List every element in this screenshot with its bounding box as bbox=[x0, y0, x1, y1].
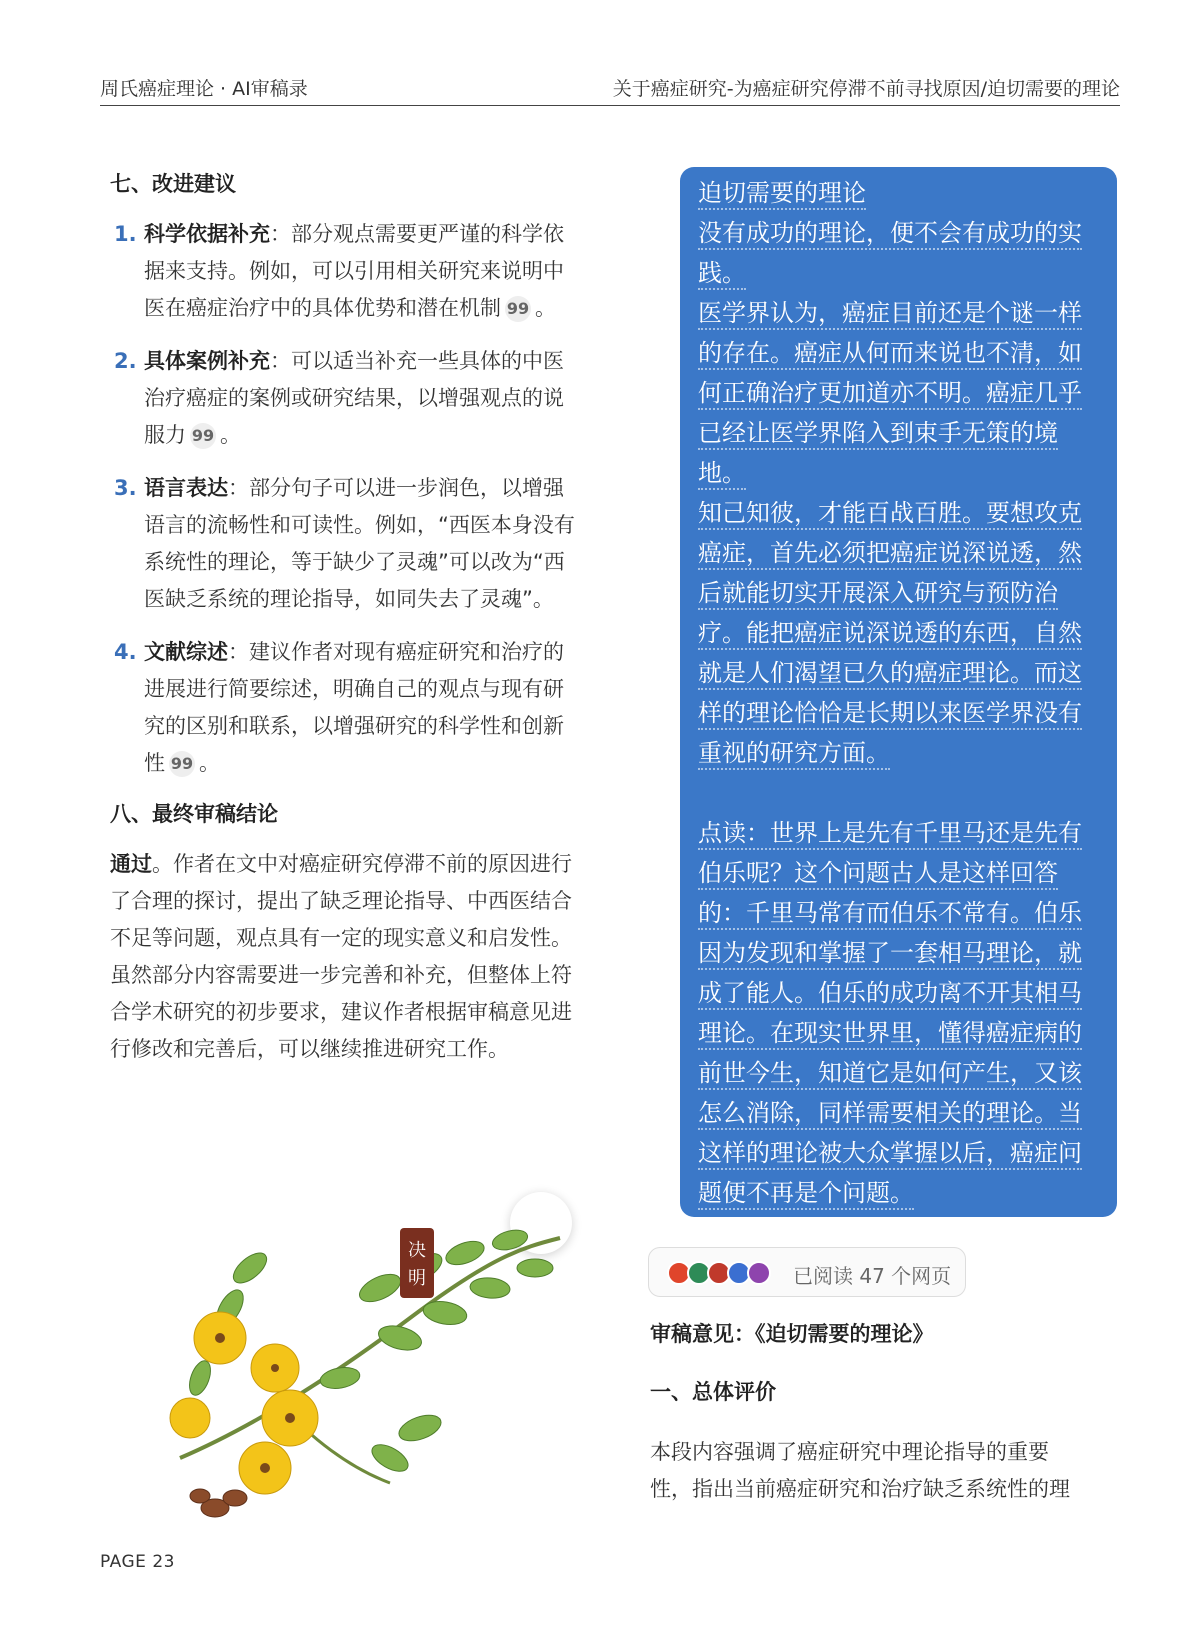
bubble-text: 题便不再是个问题。 bbox=[698, 1179, 914, 1210]
review-section-1-title: 一、总体评价 bbox=[650, 1380, 776, 1404]
bubble-line bbox=[698, 973, 1097, 1013]
bubble-text: 怎么消除，同样需要相关的理论。当 bbox=[698, 1099, 1082, 1130]
bubble-line bbox=[698, 573, 1097, 613]
bubble-text: 因为发现和掌握了一套相马理论，就 bbox=[698, 939, 1082, 970]
conclusion-lead: 通过 bbox=[110, 852, 152, 876]
list-item bbox=[110, 343, 580, 454]
bubble-text: 重视的研究方面。 bbox=[698, 739, 890, 770]
bubble-line bbox=[698, 413, 1097, 453]
bubble-text: 伯乐呢？这个问题古人是这样回答 bbox=[698, 859, 1058, 890]
item-text: ：部分句子可以进一步润色，以增强语言的流畅性和可读性。例如，“西医本身没有系统性的理论，等于缺少了灵魂”可以改为“西医缺乏系统的理论指导，如同失去了灵魂”。 bbox=[144, 476, 575, 611]
bubble-text: 前世今生，知道它是如何产生，又该 bbox=[698, 1059, 1082, 1090]
bubble-line bbox=[698, 333, 1097, 373]
bubble-text: 何正确治疗更加道亦不明。癌症几乎 bbox=[698, 379, 1082, 410]
seal-char-1: 决 bbox=[408, 1240, 426, 1261]
section-7-title: 七、改进建议 bbox=[110, 172, 236, 196]
bubble-text: 理论。在现实世界里，懂得癌症病的 bbox=[698, 1019, 1082, 1050]
bubble-text: 没有成功的理论，便不会有成功的实 bbox=[698, 219, 1082, 250]
bubble-text: 的：千里马常有而伯乐不常有。伯乐 bbox=[698, 899, 1082, 930]
bubble-line bbox=[698, 1173, 1097, 1213]
bubble-text: 地。 bbox=[698, 459, 746, 490]
item-number: 3. bbox=[114, 476, 137, 500]
bubble-text: 样的理论恰恰是长期以来医学界没有 bbox=[698, 699, 1082, 730]
item-number: 2. bbox=[114, 349, 137, 373]
item-key: 具体案例补充 bbox=[144, 349, 270, 373]
bubble-line bbox=[698, 733, 1097, 773]
sources-read-chip[interactable] bbox=[648, 1247, 966, 1297]
bubble-line bbox=[698, 1013, 1097, 1053]
bubble-text: 点读：世界上是先有千里马还是先有 bbox=[698, 819, 1082, 850]
item-text: ：部分观点需要更严谨的科学依据来支持。例如，可以引用相关研究来说明中医在癌症治疗中的具体优势和潜在机制 bbox=[144, 222, 564, 320]
bubble-line bbox=[698, 1053, 1097, 1093]
bubble-text: 疗。能把癌症说深说透的东西，自然 bbox=[698, 619, 1082, 650]
item-number: 1. bbox=[114, 222, 137, 246]
sources-read-count: 已阅读 47 个网页 bbox=[793, 1264, 952, 1288]
bubble-text: 医学界认为，癌症目前还是个谜一样 bbox=[698, 299, 1082, 330]
bubble-line bbox=[698, 533, 1097, 573]
bubble-text: 这样的理论被大众掌握以后，癌症问 bbox=[698, 1139, 1082, 1170]
bubble-line bbox=[698, 253, 1097, 293]
bubble-line bbox=[698, 213, 1097, 253]
bubble-text: 成了能人。伯乐的成功离不开其相马 bbox=[698, 979, 1082, 1010]
conclusion-text: 。作者在文中对癌症研究停滞不前的原因进行了合理的探讨，提出了缺乏理论指导、中西医结合不足等问题，观点具有一定的现实意义和启发性。虽然部分内容需要进一步完善和补充，但整体上符合学术研究的初步要求，建议作者根据审稿意见进行修改和完善后，可以继续推进研究工作。 bbox=[110, 852, 572, 1061]
review-title: 审稿意见：《迫切需要的理论》 bbox=[650, 1322, 934, 1346]
bubble-line bbox=[698, 853, 1097, 893]
bubble-text: 践。 bbox=[698, 259, 746, 290]
bubble-line bbox=[698, 1093, 1097, 1133]
item-key: 语言表达 bbox=[144, 476, 228, 500]
bubble-text: 的存在。癌症从何而来说也不清，如 bbox=[698, 339, 1082, 370]
bubble-text: 后就能切实开展深入研究与预防治 bbox=[698, 579, 1058, 610]
running-header bbox=[100, 72, 1120, 106]
bubble-line bbox=[698, 813, 1097, 853]
item-end: 。 bbox=[535, 296, 556, 320]
page-number: PAGE 23 bbox=[100, 1552, 175, 1572]
bubble-line bbox=[698, 653, 1097, 693]
bubble-text: 已经让医学界陷入到束手无策的境 bbox=[698, 419, 1058, 450]
source-favicons bbox=[667, 1261, 777, 1285]
bubble-text: 癌症，首先必须把癌症说深说透，然 bbox=[698, 539, 1082, 570]
review-paragraph-line: 性，指出当前癌症研究和治疗缺乏系统性的理 bbox=[650, 1477, 1070, 1501]
review-column bbox=[650, 1318, 1120, 1508]
left-column bbox=[110, 168, 580, 1068]
source-favicon-icon bbox=[747, 1261, 771, 1285]
item-text: ：可以适当补充一些具体的中医治疗癌症的案例或研究结果，以增强观点的说服力 bbox=[144, 349, 564, 447]
item-end: 。 bbox=[220, 423, 241, 447]
bubble-line bbox=[698, 893, 1097, 933]
review-paragraph-line: 本段内容强调了癌症研究中理论指导的重要 bbox=[650, 1440, 1049, 1464]
item-end: 。 bbox=[199, 751, 220, 775]
citation-icon[interactable]: 99 bbox=[169, 751, 195, 777]
item-number: 4. bbox=[114, 640, 137, 664]
list-item bbox=[110, 634, 580, 782]
bubble-line bbox=[698, 453, 1097, 493]
bubble-line bbox=[698, 613, 1097, 653]
bubble-line bbox=[698, 173, 1097, 213]
bubble-line bbox=[698, 933, 1097, 973]
quoted-message-bubble bbox=[680, 167, 1117, 1217]
paragraph-gap bbox=[698, 773, 1097, 813]
header-left-title: 周氏癌症理论 · AI审稿录 bbox=[100, 78, 308, 100]
header-right-title: 关于癌症研究-为癌症研究停滞不前寻找原因/迫切需要的理论 bbox=[612, 78, 1120, 100]
bubble-line bbox=[698, 1133, 1097, 1173]
suggestion-list bbox=[110, 216, 580, 782]
section-8-title: 八、最终审稿结论 bbox=[110, 802, 278, 826]
bubble-text: 迫切需要的理论 bbox=[698, 179, 866, 210]
item-key: 科学依据补充 bbox=[144, 222, 270, 246]
citation-icon[interactable]: 99 bbox=[505, 296, 531, 322]
item-key: 文献综述 bbox=[144, 640, 228, 664]
bubble-line bbox=[698, 693, 1097, 733]
citation-icon[interactable]: 99 bbox=[190, 423, 216, 449]
list-item bbox=[110, 470, 580, 618]
item-text: ：建议作者对现有癌症研究和治疗的进展进行简要综述，明确自己的观点与现有研究的区别和联系，以增强研究的科学性和创新性 bbox=[144, 640, 564, 775]
final-conclusion bbox=[110, 846, 580, 1068]
bubble-line bbox=[698, 293, 1097, 333]
list-item bbox=[110, 216, 580, 327]
cassia-illustration bbox=[160, 1228, 580, 1528]
bubble-line bbox=[698, 493, 1097, 533]
bubble-text: 知己知彼，才能百战百胜。要想攻克 bbox=[698, 499, 1082, 530]
seal-char-2: 明 bbox=[408, 1268, 426, 1289]
bubble-line bbox=[698, 373, 1097, 413]
bubble-text: 就是人们渴望已久的癌症理论。而这 bbox=[698, 659, 1082, 690]
